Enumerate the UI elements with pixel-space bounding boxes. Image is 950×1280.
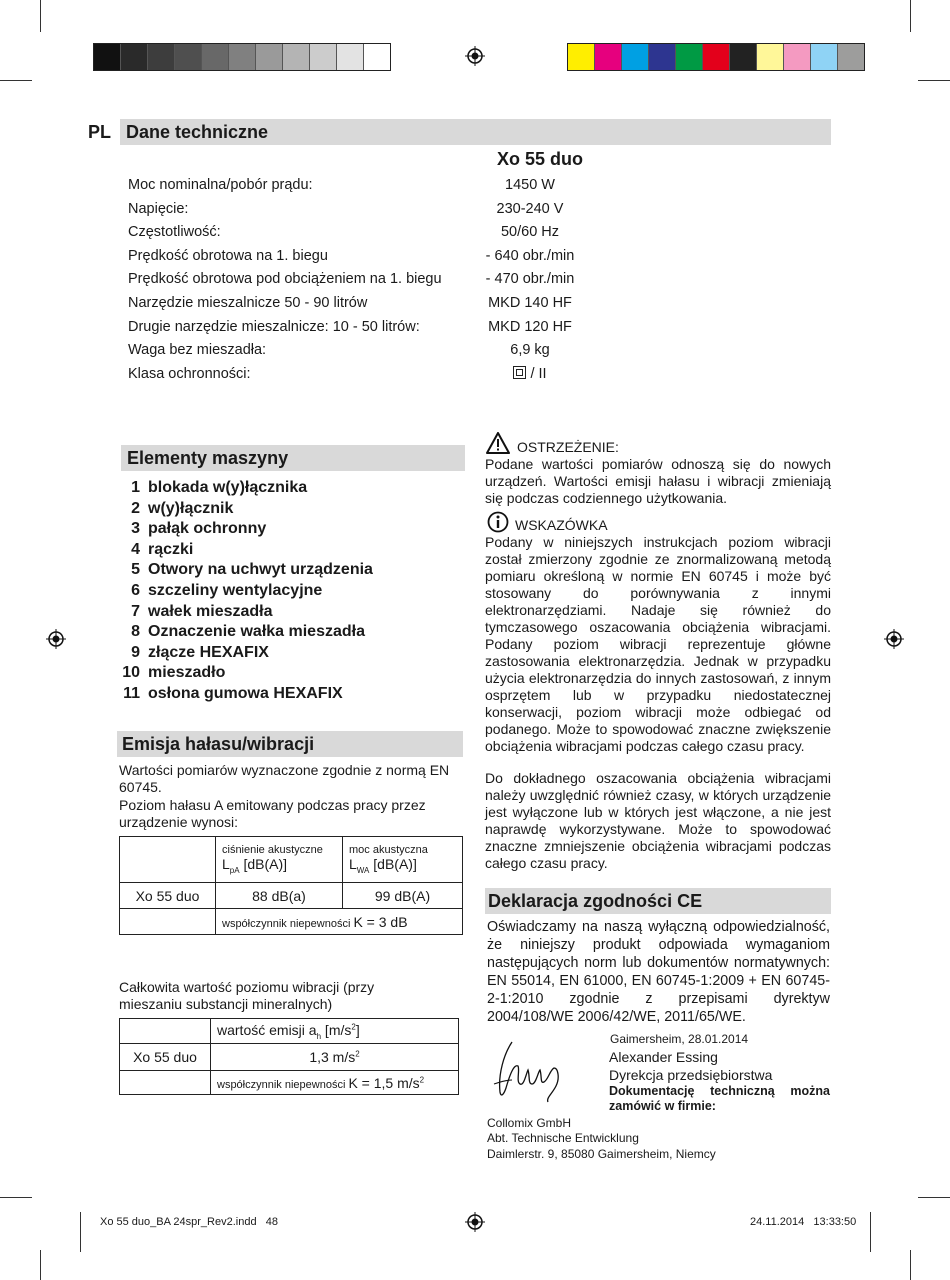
spec-label: Prędkość obrotowa pod obciążeniem na 1. biegu [128,271,442,288]
list-item: 2 w(y)łącznik [131,499,234,517]
vibration-intro: Całkowita wartość poziomu wibracji (przy mieszaniu substancji mineralnych) [119,979,375,1012]
footer-date: 24.11.2014 13:33:50 [750,1216,857,1228]
crop-mark [870,1212,871,1252]
color-swatch [784,44,811,70]
crop-mark [910,0,911,32]
spec-row [128,363,588,387]
crop-mark [0,80,32,81]
color-swatch [337,44,364,70]
list-item: 5 Otwory na uchwyt urządzenia [131,561,373,579]
crop-mark [918,1197,950,1198]
spec-row [128,174,588,198]
hint-text-2: Do dokładnego oszacowania obciążenia wibracjami należy uwzględnić również czasy, w których urządzenie jest wyłączone lub w których jest włączone, a nie jest naprawdę wykorzystywane. Może to spowodować znaczne zmniejszenie obciążenia wibracjami podczas całego czasu pracy. [485,770,831,871]
spec-label: Narzędzie mieszalnicze 50 - 90 litrów [128,295,368,311]
company-address: Daimlerstr. 9, 85080 Gaimersheim, Niemcy [487,1147,716,1161]
registration-mark-icon [465,1212,485,1232]
ce-declaration-heading: Deklaracja zgodności CE [485,888,831,914]
crop-mark [80,1212,81,1252]
noise-level-intro: Poziom hałasu A emitowany podczas pracy przez urządzenie wynosi: [119,797,426,830]
signatory-role: Dyrekcja przedsiębiorstwa [609,1067,773,1083]
color-swatch [121,44,148,70]
spec-row [128,221,588,245]
warning-title: OSTRZEŻENIE: [517,439,619,455]
color-swatch [256,44,283,70]
info-icon [487,511,509,533]
color-swatch [310,44,337,70]
sound-pressure-value: 88 dB(a) [216,883,343,909]
spec-label: Waga bez mieszadła: [128,342,267,359]
list-item: 10 mieszadło [122,664,226,682]
crop-mark [40,1250,41,1280]
crop-mark [0,1197,32,1198]
noise-uncertainty: współczynnik niepewności K = 3 dB [216,909,463,935]
spec-value: MKD 140 HF [488,295,572,311]
protection-class-icon [513,366,526,379]
crop-mark [918,80,950,81]
spec-value: 50/60 Hz [500,224,560,241]
list-item: 9 złącze HEXAFIX [131,643,269,661]
spec-value: - 470 obr./min [485,271,575,288]
hint-title: WSKAZÓWKA [515,517,608,533]
color-swatch [811,44,838,70]
technical-data-heading: Dane techniczne [120,119,831,145]
color-swatch [283,44,310,70]
grayscale-color-bar [93,43,391,71]
color-swatch [757,44,784,70]
process-color-bar [567,43,865,71]
company-name: Collomix GmbH [487,1116,572,1130]
warning-text: Podane wartości pomiarów odnoszą się do nowych urządzeń. Wartości emisji hałasu i wibracji zmieniają się podczas codziennego użytkowania. [485,456,831,506]
machine-elements-heading: Elementy maszyny [121,445,465,471]
signatory-name: Alexander Essing [609,1049,718,1065]
noise-table: ciśnienie akustyczne $L_{pA}$ [dB(A)] moc akustyczna $L_{WA}$ [dB(A)] Xo 55 duo 88 dB(a) 99 dB(A) współczynnik niepewności K = 3 dB [119,836,463,935]
color-swatch [175,44,202,70]
spec-label: Klasa ochronności: [128,365,251,382]
sound-power-label: moc akustyczna [349,844,428,857]
vibration-head: wartość emisji $a_h$ $[m/s^2]$ [211,1019,459,1044]
table-row-label: Xo 55 duo [120,1044,211,1071]
color-swatch [676,44,703,70]
spec-row [128,316,588,340]
company-department: Abt. Technische Entwicklung [487,1131,639,1145]
list-item: 3 pałąk ochronny [131,520,267,538]
registration-mark-icon [465,46,485,66]
color-swatch [622,44,649,70]
registration-mark-icon [46,629,66,649]
list-item: 6 szczeliny wentylacyjne [131,582,323,599]
signature-image [490,1034,570,1104]
spec-row [128,245,588,269]
color-swatch [229,44,256,70]
color-swatch [202,44,229,70]
spec-label: Drugie narzędzie mieszalnicze: 10 - 50 litrów: [128,318,420,335]
spec-value: / II [480,363,580,387]
color-swatch [595,44,622,70]
crop-mark [910,1250,911,1280]
vibration-table [119,1018,459,1095]
color-swatch [838,44,864,70]
noise-vibration-heading: Emisja hałasu/wibracji [117,731,463,757]
color-swatch [94,44,121,70]
documentation-note: Dokumentację techniczną można zamówić w firmie: [609,1084,830,1113]
spec-row [128,268,588,292]
color-swatch [568,44,595,70]
list-item: 4 rączki [131,540,194,558]
spec-value: 1450 W [505,177,555,193]
model-name: Xo 55 duo [496,149,583,169]
crop-mark [40,0,41,32]
list-item: 7 wałek mieszadła [131,602,273,620]
sound-pressure-label: ciśnienie akustyczne [222,844,323,857]
footer-file-info: Xo 55 duo_BA 24spr_Rev2.indd 48 [100,1216,278,1228]
spec-label: Częstotliwość: [128,224,221,241]
color-swatch [649,44,676,70]
color-swatch [703,44,730,70]
spec-label: Moc nominalna/pobór prądu: [128,177,313,193]
color-swatch [730,44,757,70]
table-row-label: Xo 55 duo [120,883,216,909]
language-tag: PL [88,122,112,142]
hint-text: Podany w niniejszych instrukcjach poziom wibracji został zmierzony zgodnie ze znormalizowaną metodą pomiaru określoną w normie EN 60745 i może być stosowany do porównywania z innymi elektronarzędziami. Nadaje się również do tymczasowego oszacowania obciążenia wibracjami. Podany poziom wibracji reprezentuje główne zastosowania elektronarzędzia. Jednak w przypadku użycia elektronarzędzia do innych zastosowań, z innym osprzętem lub w przypadku niedostatecznej konserwacji, poziom wibracji może odbiegać od podanego. Może to spowodować znaczne zwiększenie obciążenia wibracjami podczas całego czasu pracy. [485,534,831,754]
spec-label: Napięcie: [128,200,189,217]
spec-label: Prędkość obrotowa na 1. biegu [128,247,328,264]
spec-row [128,339,588,363]
list-item: 11 osłona gumowa HEXAFIX [123,685,343,702]
vibration-uncertainty: współczynnik niepewności K = 1,5 $m/s^2$ [211,1071,459,1095]
list-item: 8 Oznaczenie wałka mieszadła [131,623,365,641]
place-date: Gaimersheim, 28.01.2014 [610,1032,749,1046]
spec-row [128,198,588,222]
list-item: 1 blokada w(y)łącznika [131,479,308,496]
spec-value: MKD 120 HF [488,318,572,335]
spec-row [128,292,588,316]
registration-mark-icon [884,629,904,649]
vibration-value: 1,3 $m/s^2$ [211,1044,459,1071]
color-swatch [148,44,175,70]
spec-value: 230-240 V [496,200,564,217]
emission-intro: Wartości pomiarów wyznaczone zgodnie z normą EN 60745. [119,762,450,795]
warning-triangle-icon [486,432,510,454]
spec-value: 6,9 kg [510,342,550,359]
sound-power-value: 99 dB(A) [343,883,463,909]
ce-declaration-text: Oświadczamy na naszą wyłączną odpowiedzialność, że niniejszy produkt odpowiada wymaganiom następujących norm lub dokumentów normatywnych: EN 55014, EN 61000, EN 60745-1:2009 + EN 60745-2-1:2010 zgodnie z przepisami dyrektyw 2004/108/WE 2006/42/WE, 2011/65/WE. [487,919,830,1026]
color-swatch [364,44,390,70]
spec-value: - 640 obr./min [485,247,575,264]
